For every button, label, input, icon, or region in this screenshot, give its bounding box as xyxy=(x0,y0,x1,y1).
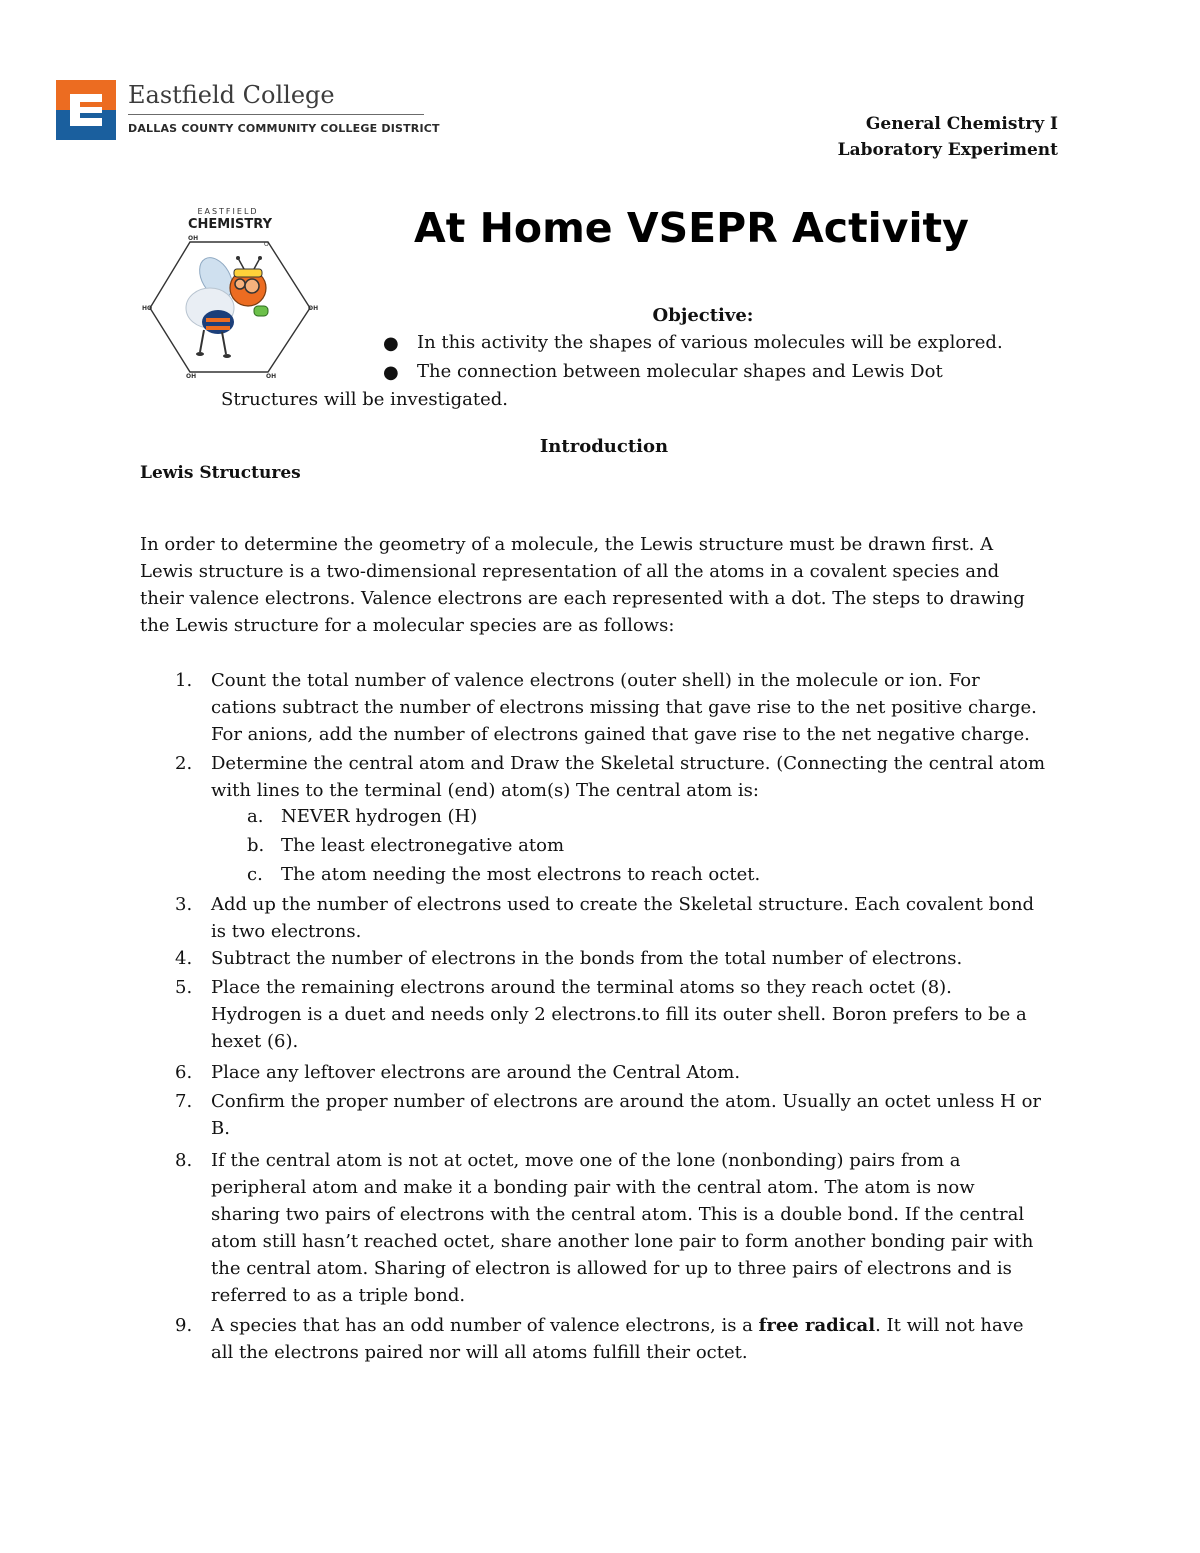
chem-logo-word: CHEMISTRY xyxy=(187,217,273,232)
chem-logo-top-text: EASTFIELD xyxy=(197,207,259,216)
experiment-type: Laboratory Experiment xyxy=(837,140,1058,160)
bullet-icon: ● xyxy=(383,333,399,354)
svg-text:OH: OH xyxy=(308,305,319,312)
svg-text:OH: OH xyxy=(266,373,277,380)
free-radical-term: free radical xyxy=(758,1315,876,1336)
logo-e-mark-icon xyxy=(70,94,102,126)
svg-text:O: O xyxy=(264,241,269,248)
logo-divider xyxy=(128,114,424,115)
lewis-structures-subheading: Lewis Structures xyxy=(140,463,301,483)
objective-continuation: Structures will be investigated. xyxy=(221,389,508,410)
course-name: General Chemistry I xyxy=(865,114,1058,134)
document-title: At Home VSEPR Activity xyxy=(414,204,969,252)
chemistry-mascot-logo xyxy=(140,200,330,385)
college-name: Eastfield College xyxy=(128,81,335,109)
objective-heading: Objective: xyxy=(652,305,754,326)
svg-text:OH: OH xyxy=(188,235,199,242)
intro-paragraph: In order to determine the geometry of a molecule, the Lewis structure must be drawn first. A Lewis structure is a two-dimensional representation of all the atoms in a covalent species and their valence electrons. Valence electrons are each represented with a dot. The steps to drawing the Lewis structure for a molecular species are as follows: xyxy=(140,534,1025,636)
college-district: DALLAS COUNTY COMMUNITY COLLEGE DISTRICT xyxy=(128,122,440,135)
eastfield-logo xyxy=(56,80,440,142)
bullet-icon: ● xyxy=(383,362,399,383)
introduction-heading: Introduction xyxy=(539,436,669,457)
svg-text:OH: OH xyxy=(186,373,197,380)
svg-text:HO: HO xyxy=(142,305,153,312)
